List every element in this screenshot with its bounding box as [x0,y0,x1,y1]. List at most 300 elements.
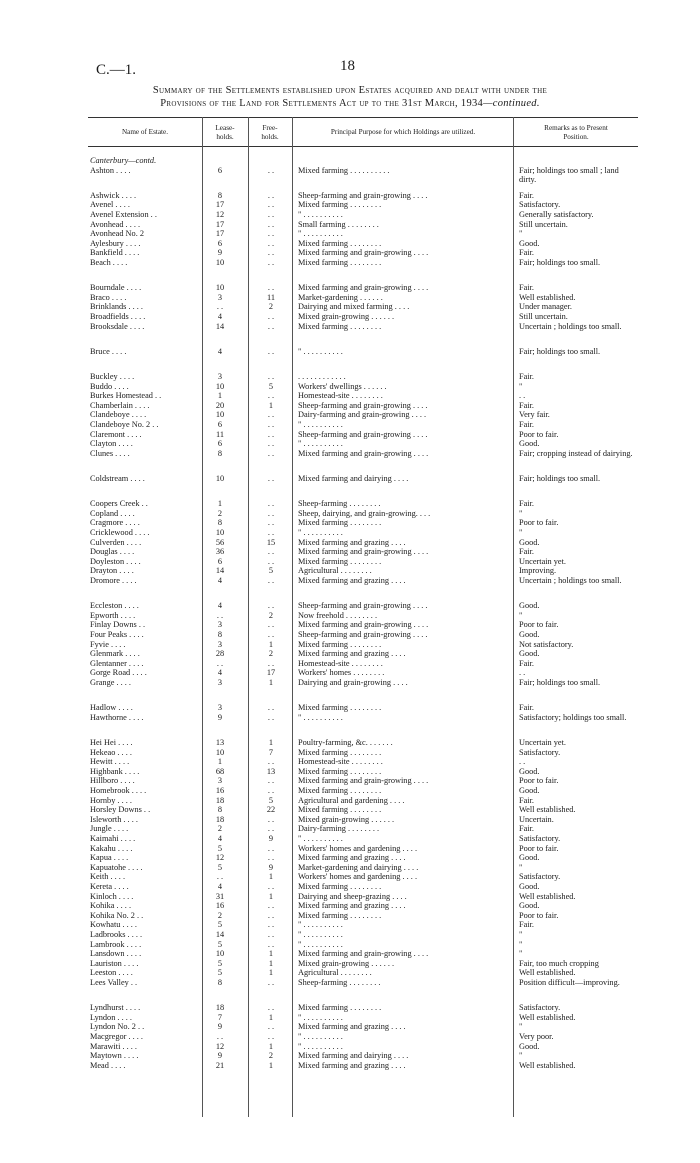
leaseholds-count: 4 [217,312,223,321]
freeholds-count: . . [267,229,275,239]
principal-purpose: " . . . . . . . . . . [298,439,343,449]
leaseholds-count: 5 [217,843,223,853]
principal-purpose: Mixed farming . . . . . . . . [298,703,382,713]
freeholds-count: . . [267,248,275,258]
leaseholds-count: 3 [217,292,223,302]
freeholds-count: . . [267,200,275,210]
remarks: Generally satisfactory. [519,210,594,219]
freeholds-count: 2 [268,302,274,312]
principal-purpose: Mixed farming and grain-growing . . . . [298,547,429,557]
remarks: Good. [519,766,540,776]
remarks: Very fair. [519,410,550,420]
principal-purpose: Mixed farming . . . . . . . . [298,639,382,649]
leaseholds-count: 6 [217,420,223,429]
estate-name: Broadfields . . . . [90,312,146,321]
leaseholds-count: 17 [215,229,225,239]
estate-name: Hillboro . . . . [90,776,135,786]
principal-purpose: Mixed farming and grain-growing . . . . [298,620,429,630]
header-estate-name: Name of Estate. [121,128,169,136]
principal-purpose: Sheep-farming and grain-growing . . . . [298,601,428,611]
leaseholds-count: 8 [217,448,223,458]
leaseholds-count: 6 [217,165,223,175]
remarks: Fair. [519,190,534,200]
leaseholds-count: 6 [217,439,223,449]
header-remarks: Remarks as to Present Position. [544,124,608,141]
estate-name: Avenel . . . . [90,200,130,210]
leaseholds-count: 1 [217,757,223,767]
principal-purpose: Mixed farming . . . . . . . . [298,238,382,248]
leaseholds-count: 2 [217,910,223,920]
remarks: Under manager. [519,302,572,312]
leaseholds-count: 68 [215,766,225,776]
remarks: Good. [519,601,540,611]
principal-purpose: Mixed farming . . . . . . . . [298,1003,382,1013]
leaseholds-count: 28 [215,649,225,659]
leaseholds-count: . . [216,1032,224,1041]
principal-purpose: Mixed farming and grazing . . . . [298,537,406,547]
freeholds-count: . . [267,219,275,229]
freeholds-count: . . [267,853,275,863]
freeholds-count: 1 [268,678,274,687]
freeholds-count: . . [267,210,275,219]
leaseholds-count: 3 [217,678,223,687]
freeholds-count: 1 [268,1012,274,1022]
leaseholds-count: 12 [215,853,225,863]
estate-name: Cricklewood . . . . [90,528,150,537]
estate-name: Homebrook . . . . [90,786,147,795]
estate-name: Hadlow . . . . [90,703,133,713]
header-principal-purpose: Principal Purpose for which Holdings are utilized. [330,128,476,136]
estate-name: Brooksdale . . . . [90,321,145,331]
estate-name: Coldstream . . . . [90,474,145,483]
principal-purpose: " . . . . . . . . . . [298,346,343,356]
estate-name: Finlay Downs . . [90,620,146,630]
principal-purpose: Mixed farming . . . . . . . . [298,882,382,891]
remarks: Fair; holdings too small. [519,258,601,267]
remarks: Satisfactory. [519,834,561,843]
freeholds-count: 1 [268,400,274,410]
estate-name: Jungle . . . . [90,824,129,834]
principal-purpose: " . . . . . . . . . . [298,712,343,722]
freeholds-count: . . [267,757,275,767]
estate-name: Kaimahi . . . . [90,834,136,843]
remarks: " [519,862,523,872]
freeholds-count: . . [267,978,275,987]
freeholds-count: . . [267,439,275,449]
leaseholds-count: 10 [215,258,225,267]
estate-name: Kohika . . . . [90,901,132,911]
estate-name: Lauriston . . . . [90,958,139,968]
estate-name: Clandeboye No. 2 . . [90,420,159,429]
leaseholds-count: 20 [215,400,225,410]
freeholds-count: . . [267,939,275,949]
principal-purpose: Mixed farming . . . . . . . . [298,805,382,815]
leaseholds-count: 8 [217,518,223,528]
leaseholds-count: 10 [215,283,225,293]
remarks: " [519,381,523,391]
freeholds-count: . . [267,448,275,458]
remarks: Poor to fair. [519,620,559,630]
principal-purpose: Mixed grain-growing . . . . . . [298,814,395,824]
leaseholds-count: 3 [217,620,223,630]
remarks: Good. [519,630,540,639]
estate-name: Eccleston . . . . [90,601,139,611]
estate-name: Cragmore . . . . [90,518,140,528]
estate-name: Hewitt . . . . [90,757,130,767]
estate-name: Avonhead . . . . [90,219,141,229]
remarks: Poor to fair. [519,518,559,528]
freeholds-count: 22 [266,805,276,815]
leaseholds-count: 9 [217,248,223,258]
estate-name: Glentanner . . . . [90,658,144,668]
leaseholds-count: 17 [215,200,225,210]
principal-purpose: Agricultural . . . . . . . . [298,566,372,576]
freeholds-count: . . [267,703,275,713]
remarks: Uncertain yet. [519,738,566,747]
freeholds-count: . . [267,518,275,528]
freeholds-count: . . [267,238,275,248]
remarks: Good. [519,853,540,863]
remarks: Well established. [519,1012,576,1022]
principal-purpose: " . . . . . . . . . . [298,930,343,939]
remarks: . . [519,668,526,678]
principal-purpose: Mixed farming . . . . . . . . [298,258,382,267]
principal-purpose: Market-gardening . . . . . . [298,292,383,302]
estate-name: Braco . . . . [90,292,127,302]
estate-name: Maytown . . . . [90,1051,139,1061]
freeholds-count: . . [267,712,275,722]
remarks: Position difficult—improving. [519,978,620,987]
freeholds-count: . . [267,1003,275,1013]
principal-purpose: " . . . . . . . . . . [298,210,343,219]
estate-name: Gorge Road . . . . [90,668,147,678]
freeholds-count: . . [267,882,275,891]
leaseholds-count: 6 [217,238,223,248]
principal-purpose: Mixed grain-growing . . . . . . [298,312,395,321]
principal-purpose: Mixed farming . . . . . . . . . . [298,165,390,175]
leaseholds-count: 8 [217,190,223,200]
principal-purpose: . . . . . . . . . . . . [298,372,346,381]
remarks: Good. [519,1041,540,1051]
leaseholds-count: 9 [217,1022,223,1032]
principal-purpose: Dairy-farming . . . . . . . . [298,824,380,834]
remarks: Satisfactory. [519,200,561,210]
estate-name: Lees Valley . . [90,978,138,987]
remarks: Poor to fair. [519,843,559,853]
freeholds-count: 1 [268,1041,274,1051]
title-suffix: —continued. [483,98,540,109]
principal-purpose: Sheep-farming and grain-growing . . . . [298,190,428,200]
remarks: Good. [519,901,540,911]
estate-name: Copland . . . . [90,508,135,518]
leaseholds-count: 21 [215,1060,225,1070]
estate-name: Horsley Downs . . [90,805,151,815]
estate-name: Burkes Homestead . . [90,391,162,401]
principal-purpose: Mixed farming and grazing . . . . [298,1060,406,1070]
remarks: " [519,229,523,239]
leaseholds-count: . . [216,658,224,668]
estate-name: Brinklands . . . . [90,302,144,312]
estate-name: Kapua . . . . [90,853,129,863]
remarks: " [519,508,523,518]
title-line2-text: Provisions of the Land for Settlements Act up to the 31st March, 1934 [160,98,484,109]
table-title-line1: Summary of the Settlements established upon Estates acquired and dealt with under the [152,85,548,96]
remarks: Improving. [519,566,557,576]
freeholds-count: 2 [268,610,274,620]
leaseholds-count: 5 [217,862,223,872]
leaseholds-count: 31 [215,891,225,901]
estate-name: Marawiti . . . . [90,1041,138,1051]
principal-purpose: Mixed farming and grain-growing . . . . [298,949,429,959]
remarks: Fair. [519,372,534,381]
freeholds-count: 1 [268,872,274,882]
principal-purpose: Workers' dwellings . . . . . . [298,381,387,391]
remarks: " [519,1022,523,1032]
principal-purpose: Mixed farming and grain-growing . . . . [298,448,429,458]
leaseholds-count: . . [216,302,224,312]
freeholds-count: . . [267,920,275,930]
principal-purpose: Mixed farming . . . . . . . . [298,556,382,566]
estate-name: Glenmark . . . . [90,649,140,659]
freeholds-count: . . [267,1032,275,1041]
remarks: Good. [519,786,540,795]
freeholds-count: . . [267,312,275,321]
estate-name: Kapuatohe . . . . [90,862,143,872]
leaseholds-count: 36 [215,547,225,557]
freeholds-count: . . [267,658,275,668]
leaseholds-count: 3 [217,703,223,713]
estate-name: Douglas . . . . [90,547,135,557]
principal-purpose: Sheep-farming and grain-growing . . . . [298,400,428,410]
principal-purpose: Sheep-farming . . . . . . . . [298,499,381,509]
leaseholds-count: 14 [215,321,225,331]
remarks: Fair. [519,499,534,509]
principal-purpose: Mixed farming and dairying . . . . [298,1051,409,1061]
principal-purpose: Mixed farming and dairying . . . . [298,474,409,483]
leaseholds-count: . . [216,610,224,620]
freeholds-count: . . [267,1022,275,1032]
remarks: Fair; cropping instead of dairying. [519,448,633,458]
leaseholds-count: 8 [217,805,223,815]
estate-name: Lyndon No. 2 . . [90,1022,145,1032]
estate-name: Kereta . . . . [90,882,129,891]
remarks: " [519,1051,523,1061]
freeholds-count: . . [267,508,275,518]
leaseholds-count: 4 [217,668,223,678]
freeholds-count: 1 [268,1060,274,1070]
leaseholds-count: 1 [217,499,223,509]
freeholds-count: . . [267,814,275,824]
principal-purpose: Mixed grain-growing . . . . . . [298,958,395,968]
remarks: Fair. [519,283,534,293]
estate-name: Hawthorne . . . . [90,712,144,722]
freeholds-count: 2 [268,1051,274,1061]
leaseholds-count: 8 [217,630,223,639]
principal-purpose: Mixed farming and grazing . . . . [298,576,406,585]
remarks: Satisfactory. [519,1003,561,1013]
leaseholds-count: 5 [217,968,223,978]
principal-purpose: Market-gardening and dairying . . . . [298,862,419,872]
estate-name: Bruce . . . . [90,346,127,356]
remarks: Uncertain ; holdings too small. [519,576,622,585]
principal-purpose: Mixed farming and grazing . . . . [298,649,406,659]
remarks: Fair. [519,547,534,557]
leaseholds-count: 17 [215,219,225,229]
principal-purpose: Dairying and sheep-grazing . . . . [298,891,407,901]
freeholds-count: . . [267,258,275,267]
estate-name: Buckley . . . . [90,372,135,381]
leaseholds-count: 11 [216,429,224,439]
principal-purpose: Mixed farming and grazing . . . . [298,901,406,911]
leaseholds-count: 14 [215,930,225,939]
freeholds-count: . . [267,429,275,439]
header-freeholds: Free- holds. [261,124,279,141]
leaseholds-count: 9 [217,712,223,722]
estate-name: Culverden . . . . [90,537,142,547]
remarks: Satisfactory; holdings too small. [519,712,627,722]
leaseholds-count: 6 [217,556,223,566]
principal-purpose: Mixed farming and grain-growing . . . . [298,283,429,293]
remarks: Satisfactory. [519,872,561,882]
freeholds-count: . . [267,776,275,786]
freeholds-count: . . [267,576,275,585]
estate-name: Bankfield . . . . [90,248,140,258]
remarks: " [519,939,523,949]
estate-name: Coopers Creek . . [90,499,148,509]
remarks: Fair. [519,795,534,805]
freeholds-count: 2 [268,649,274,659]
remarks: Well established. [519,1060,576,1070]
leaseholds-count: 10 [215,410,225,420]
header-leaseholds: Lease- holds. [215,124,235,141]
remarks: Poor to fair. [519,429,559,439]
freeholds-count: 1 [268,949,274,959]
remarks: Uncertain ; holdings too small. [519,321,622,331]
principal-purpose: Sheep-farming and grain-growing . . . . [298,429,428,439]
freeholds-count: 11 [267,292,275,302]
freeholds-count: 9 [268,862,274,872]
leaseholds-count: 10 [215,381,225,391]
remarks: Fair. [519,420,534,429]
leaseholds-count: 13 [215,738,225,747]
estate-name: Doyleston . . . . [90,556,141,566]
leaseholds-count: 5 [217,939,223,949]
remarks: " [519,610,523,620]
estate-name: Chamberlain . . . . [90,400,150,410]
remarks: Well established. [519,891,576,901]
estate-name: Ashton . . . . [90,165,131,175]
principal-purpose: Poultry-farming, &c. . . . . . . [298,738,393,747]
principal-purpose: " . . . . . . . . . . [298,420,343,429]
principal-purpose: " . . . . . . . . . . [298,939,343,949]
estate-name: Grange . . . . [90,678,132,687]
estate-name: Mead . . . . [90,1060,126,1070]
leaseholds-count: 56 [215,537,225,547]
freeholds-count: . . [267,346,275,356]
freeholds-count: . . [267,556,275,566]
principal-purpose: Dairy-farming and grain-growing . . . . [298,410,427,420]
principal-purpose: Sheep-farming . . . . . . . . [298,978,381,987]
leaseholds-count: 18 [215,814,225,824]
principal-purpose: Mixed farming . . . . . . . . [298,518,382,528]
freeholds-count: . . [267,283,275,293]
freeholds-count: . . [267,620,275,630]
leaseholds-count: 14 [215,566,225,576]
remarks: Fair; holdings too small. [519,346,601,356]
leaseholds-count: 7 [217,1012,223,1022]
principal-purpose: Mixed farming . . . . . . . . [298,321,382,331]
leaseholds-count: 16 [215,786,225,795]
estate-name: Drayton . . . . [90,566,134,576]
estate-name: Leeston . . . . [90,968,133,978]
freeholds-count: 7 [268,747,274,757]
principal-purpose: Mixed farming . . . . . . . . [298,747,382,757]
freeholds-count: . . [267,901,275,911]
estate-name: Keith . . . . [90,872,126,882]
principal-purpose: Mixed farming . . . . . . . . [298,786,382,795]
remarks: Fair; holdings too small ; land dirty. [519,165,619,184]
estate-name: Buddo . . . . [90,381,129,391]
freeholds-count: . . [267,824,275,834]
freeholds-count: 17 [266,668,276,678]
estate-name: Four Peaks . . . . [90,630,144,639]
remarks: Still uncertain. [519,219,568,229]
principal-purpose: Workers' homes and gardening . . . . [298,872,418,882]
principal-purpose: Homestead-site . . . . . . . . [298,658,383,668]
leaseholds-count: 10 [215,747,225,757]
estate-name: Lambrook . . . . [90,939,142,949]
leaseholds-count: 4 [217,346,223,356]
remarks: Fair. [519,920,534,930]
estate-name: Epworth . . . . [90,610,136,620]
remarks: Fair. [519,658,534,668]
freeholds-count: 5 [268,795,274,805]
estate-name: Macgregor . . . . [90,1032,143,1041]
leaseholds-count: 3 [217,776,223,786]
principal-purpose: " . . . . . . . . . . [298,229,343,239]
estate-name: Hei Hei . . . . [90,738,133,747]
estate-name: Lyndhurst . . . . [90,1003,141,1013]
principal-purpose: Mixed farming and grain-growing . . . . [298,776,429,786]
leaseholds-count: 9 [217,1051,223,1061]
principal-purpose: " . . . . . . . . . . [298,834,343,843]
remarks: Fair. [519,248,534,258]
remarks: Very poor. [519,1032,554,1041]
freeholds-count: . . [267,843,275,853]
leaseholds-count: 4 [217,601,223,611]
estate-name: Claremont . . . . [90,429,142,439]
estate-name: Hornby . . . . [90,795,132,805]
freeholds-count: . . [267,321,275,331]
remarks: . . [519,391,526,401]
freeholds-count: . . [267,930,275,939]
report-code: C.—1. [96,62,137,78]
estate-name: Ashwick . . . . [90,190,137,200]
principal-purpose: Mixed farming . . . . . . . . [298,200,382,210]
principal-purpose: Now freehold . . . . . . . . [298,610,378,620]
freeholds-count: 9 [268,834,274,843]
leaseholds-count: 10 [215,474,225,483]
freeholds-count: . . [267,786,275,795]
principal-purpose: Agricultural and gardening . . . . [298,795,405,805]
freeholds-count: . . [267,474,275,483]
freeholds-count: . . [267,528,275,537]
freeholds-count: . . [267,420,275,429]
leaseholds-count: 10 [215,949,225,959]
estate-name: Lyndon . . . . [90,1012,132,1022]
freeholds-count: 5 [268,566,274,576]
remarks: " [519,949,523,959]
